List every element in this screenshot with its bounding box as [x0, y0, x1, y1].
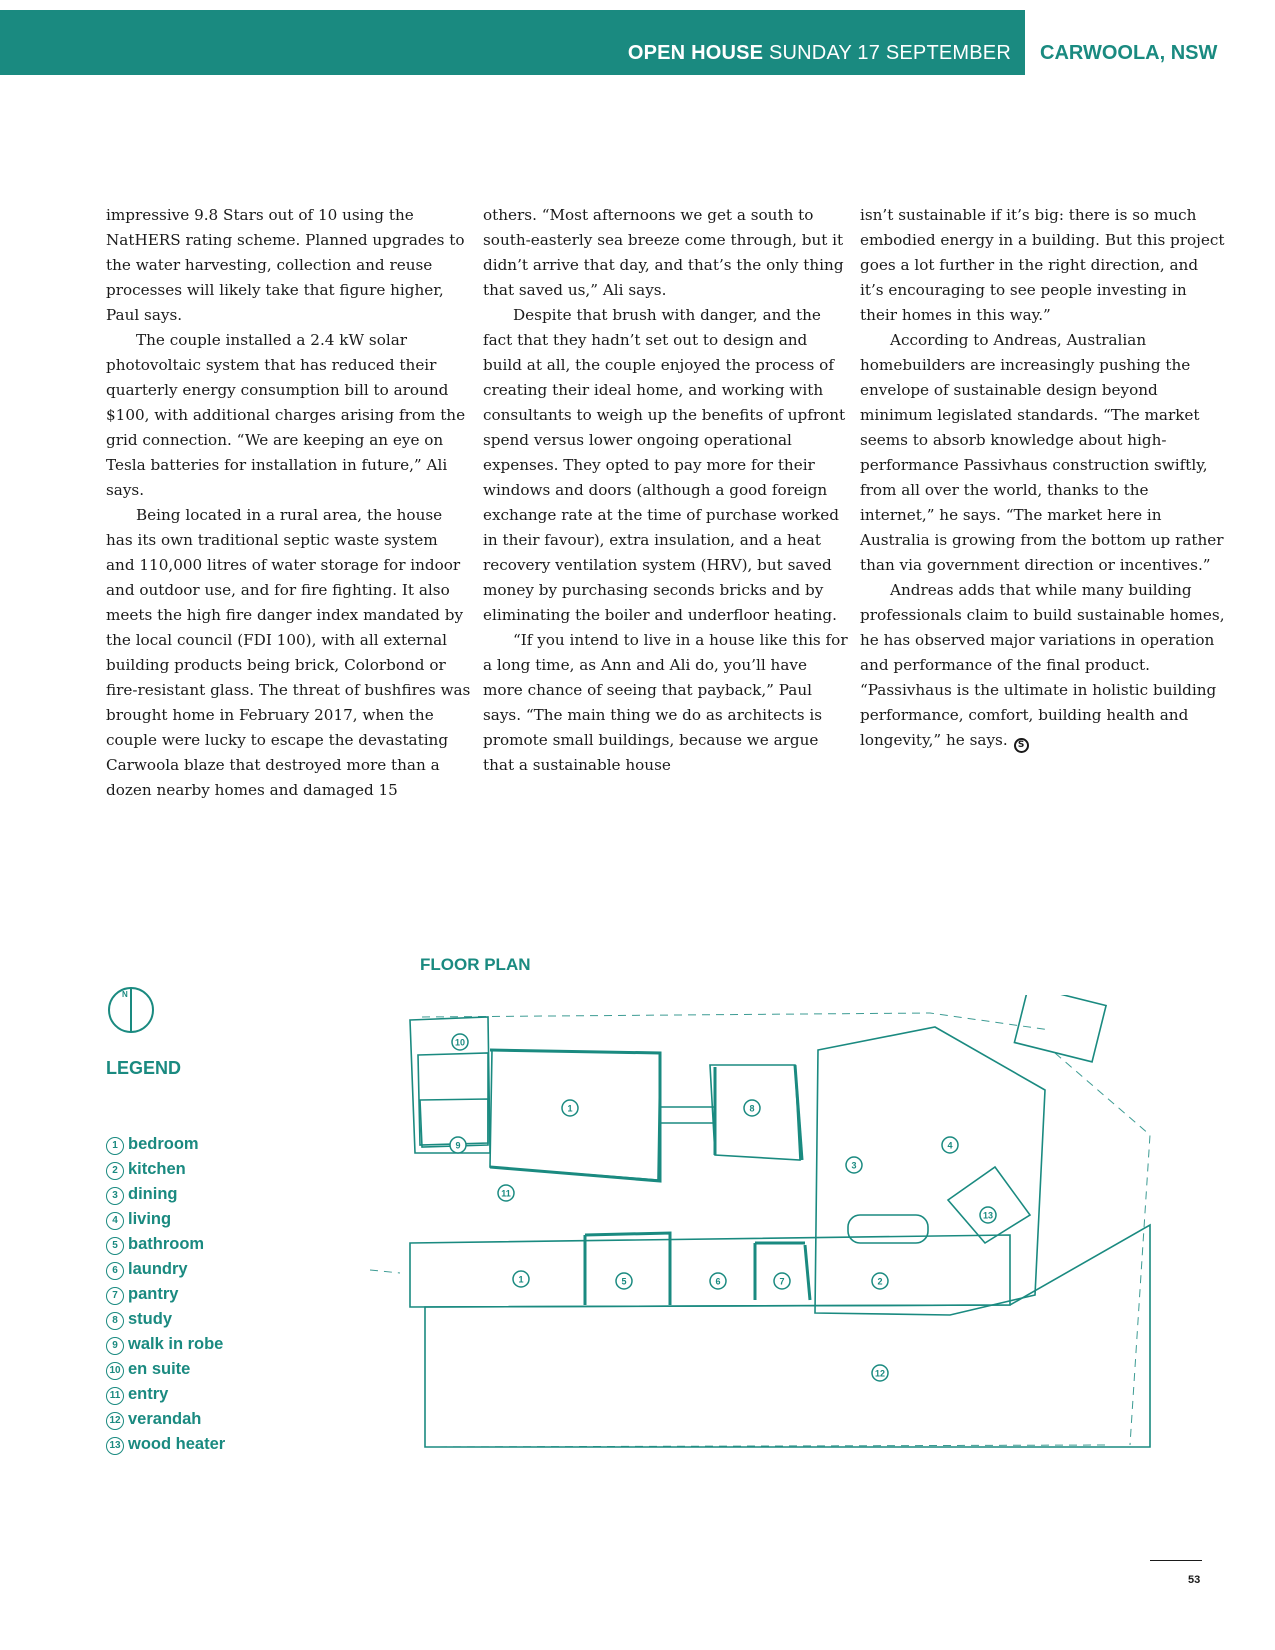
legend-item-entry	[106, 1382, 225, 1407]
paragraph: According to Andreas, Australian homebuilders are increasingly pushing the envelope of sustainable design beyond minimum legislated standards. “The market seems to absorb knowledge about high-performance Passivhaus construction swiftly, from all over the world, thanks to the internet,” he says. “The market here in Australia is growing from the bottom up rather than via government direction or incentives.”	[860, 331, 1224, 574]
legend-label: walk in robe	[128, 1335, 224, 1353]
room-marker-label: 1	[567, 1103, 573, 1114]
paragraph: “If you intend to live in a house like this for a long time, as Ann and Ali do, you’ll have more chance of seeing that payback,” Paul says. “The main thing we do as architects is promote small buildings, because we argue that a sustainable house	[483, 631, 848, 774]
floor-plan-title: FLOOR PLAN	[420, 955, 531, 974]
legend-item-en-suite	[106, 1357, 225, 1382]
legend-item-laundry	[106, 1257, 225, 1282]
room-marker	[846, 1157, 862, 1173]
legend-list	[106, 1132, 225, 1457]
article-column-3	[860, 203, 1225, 753]
page-number: 53	[1188, 1574, 1201, 1586]
room-marker	[513, 1271, 529, 1287]
paragraph: impressive 9.8 Stars out of 10 using the NatHERS rating scheme. Planned upgrades to the water harvesting, collection and reuse processes will likely take that figure higher, Paul says.	[106, 206, 465, 324]
room-marker	[710, 1273, 726, 1289]
legend-number: 2	[106, 1162, 124, 1180]
header-event-date: SUNDAY 17 SEPTEMBER	[768, 42, 1011, 64]
room-marker	[450, 1137, 466, 1153]
legend-number: 7	[106, 1287, 124, 1305]
legend-item-verandah	[106, 1407, 225, 1432]
legend-label: en suite	[128, 1360, 191, 1378]
room-marker	[980, 1207, 996, 1223]
legend-label: bathroom	[128, 1235, 205, 1253]
room-marker	[872, 1273, 888, 1289]
legend-label: entry	[128, 1385, 169, 1403]
room-marker-label: 8	[749, 1103, 755, 1114]
legend-number: 10	[106, 1362, 124, 1380]
legend-label: dining	[128, 1185, 178, 1203]
legend-label: living	[128, 1210, 172, 1228]
paragraph: The couple installed a 2.4 kW solar photovoltaic system that has reduced their quarterly energy consumption bill to around $100, with additional charges arising from the grid connection. “We are keeping an eye on Tesla batteries for installation in future,” Ali says.	[106, 331, 466, 499]
room-marker-label: 4	[947, 1140, 953, 1151]
header-event	[628, 42, 1011, 65]
room-marker-label: 9	[455, 1140, 461, 1151]
room-marker-label: 2	[877, 1276, 883, 1287]
legend-number: 13	[106, 1437, 124, 1455]
legend-item-dining	[106, 1182, 225, 1207]
paragraph: Despite that brush with danger, and the fact that they hadn’t set out to design and build at all, the couple enjoyed the process of creating their ideal home, and working with consultants to weigh up the benefits of upfront spend versus lower ongoing operational expenses. They opted to pay more for their windows and doors (although a good foreign exchange rate at the time of purchase worked in their favour), extra insulation, and a heat recovery ventilation system (HRV), but saved money by purchasing seconds bricks and by eliminating the boiler and underfloor heating.	[483, 306, 846, 624]
header-location: CARWOOLA, NSW	[1040, 42, 1218, 64]
paragraph: Being located in a rural area, the house has its own traditional septic waste system and 110,000 litres of water storage for indoor and outdoor use, and for fire fighting. It also meets the high fire danger index mandated by the local council (FDI 100), with all external building products being brick, Colorbond or fire-resistant glass. The threat of bushfires was brought home in February 2017, when the couple were lucky to escape the devastating Carwoola blaze that destroyed more than a dozen nearby homes and damaged 15	[106, 506, 471, 799]
room-marker	[498, 1185, 514, 1201]
legend-number: 12	[106, 1412, 124, 1430]
floor-plan	[370, 995, 1200, 1470]
room-marker-label: 7	[779, 1276, 785, 1287]
legend-item-study	[106, 1307, 225, 1332]
room-marker	[942, 1137, 958, 1153]
legend-label: kitchen	[128, 1160, 186, 1178]
legend-label: pantry	[128, 1285, 179, 1303]
folio-rule	[1150, 1560, 1202, 1561]
end-mark-icon: S	[1014, 738, 1029, 753]
paragraph-text: Andreas adds that while many building professionals claim to build sustainable homes, he has observed major variations in operation and performance of the final product. “Passivhaus is the ultimate in holistic building performance, comfort, building health and longevity,” he says.	[860, 581, 1225, 749]
legend-number: 5	[106, 1237, 124, 1255]
paragraph-last	[860, 578, 1225, 753]
legend-number: 1	[106, 1137, 124, 1155]
paragraph: isn’t sustainable if it’s big: there is so much embodied energy in a building. But this project goes a lot further in the right direction, and it’s encouraging to see people investing in their homes in this way.”	[860, 206, 1225, 324]
room-marker-label: 11	[501, 1188, 511, 1199]
room-marker-label: 3	[851, 1160, 857, 1171]
legend-label: wood heater	[128, 1435, 226, 1453]
header-event-bold: OPEN HOUSE	[627, 42, 764, 64]
room-marker	[774, 1273, 790, 1289]
legend-number: 8	[106, 1312, 124, 1330]
header-bar	[0, 10, 1025, 75]
legend-label: verandah	[128, 1410, 202, 1428]
legend-label: study	[128, 1310, 173, 1328]
legend-number: 4	[106, 1212, 124, 1230]
legend-item-pantry	[106, 1282, 225, 1307]
room-marker-label: 10	[454, 1037, 466, 1048]
legend-number: 9	[106, 1337, 124, 1355]
compass-label: N	[122, 990, 128, 999]
room-marker	[616, 1273, 632, 1289]
legend-title: LEGEND	[106, 1058, 182, 1078]
article-column-1	[106, 203, 471, 803]
legend-item-living	[106, 1207, 225, 1232]
north-arrow-icon	[106, 985, 156, 1035]
legend-item-bedroom	[106, 1132, 225, 1157]
legend-label: bedroom	[128, 1135, 199, 1153]
legend-number: 3	[106, 1187, 124, 1205]
legend-number: 11	[106, 1387, 124, 1405]
room-marker-label: 5	[621, 1276, 627, 1287]
paragraph: others. “Most afternoons we get a south to south-easterly sea breeze come through, but it didn’t arrive that day, and that’s the only thing that saved us,” Ali says.	[483, 206, 844, 299]
room-marker	[744, 1100, 760, 1116]
legend-number: 6	[106, 1262, 124, 1280]
legend-label: laundry	[128, 1260, 188, 1278]
legend-item-bathroom	[106, 1232, 225, 1257]
room-marker-label: 13	[982, 1210, 994, 1221]
room-marker	[452, 1034, 468, 1050]
room-marker	[562, 1100, 578, 1116]
legend-item-kitchen	[106, 1157, 225, 1182]
legend-item-walk-in-robe	[106, 1332, 225, 1357]
room-marker	[872, 1365, 888, 1381]
legend-item-wood-heater	[106, 1432, 225, 1457]
room-marker-label: 12	[874, 1368, 886, 1379]
room-marker-label: 1	[518, 1274, 524, 1285]
room-marker-label: 6	[715, 1276, 721, 1287]
article-column-2	[483, 203, 848, 778]
